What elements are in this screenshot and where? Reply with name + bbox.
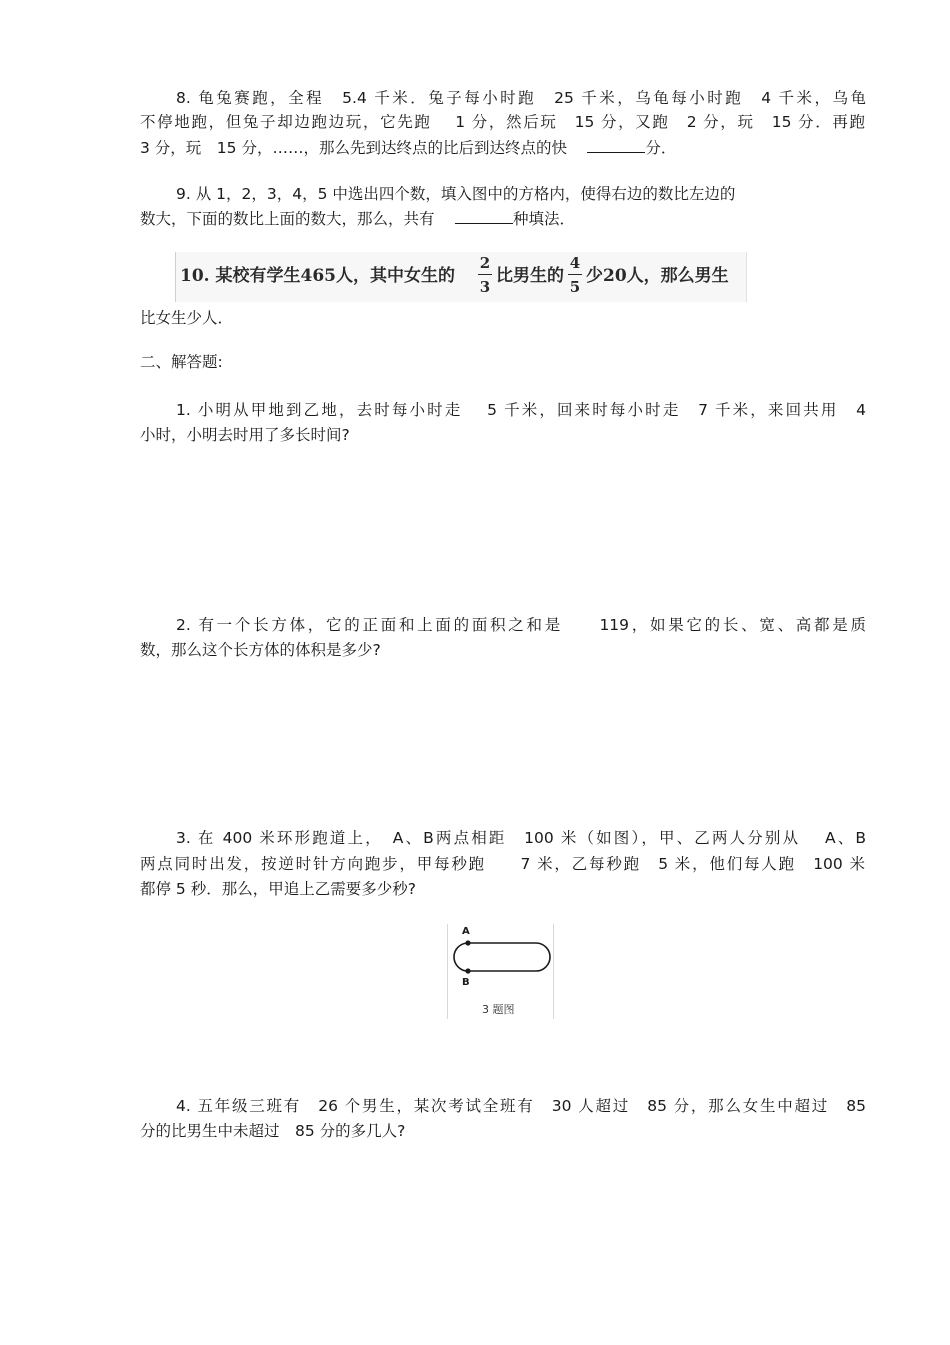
figure-caption: 3 题图	[482, 1003, 515, 1016]
track-figure	[447, 924, 554, 1019]
p2-line-2: 数，那么这个长方体的体积是多少?	[140, 641, 381, 659]
q8-line-1: 8. 龟兔赛跑，全程 5.4 千米．兔子每小时跑 25 千米，乌龟每小时跑 4 千米，乌龟	[176, 89, 866, 107]
q10-fraction-two-thirds	[478, 254, 492, 296]
section-title: 二、解答题:	[140, 353, 223, 371]
point-a-label: A	[462, 926, 470, 937]
p1-line-1: 1. 小明从甲地到乙地，去时每小时走 5 千米，回来时每小时走 7 千米，来回共用 4	[176, 401, 866, 419]
q8-line-3-text: 3 分，玩 15 分，……，那么先到达终点的比后到达终点的快	[140, 139, 588, 157]
q10-fraction-four-fifths	[568, 254, 582, 296]
q9-line-1: 9. 从 1，2，3，4，5 中选出四个数，填入图中的方格内，使得右边的数比左边的	[176, 185, 736, 203]
q8-line-2: 不停地跑，但兔子却边跑边玩，它先跑 1 分，然后玩 15 分，又跑 2 分，玩 15 分．再跑	[140, 113, 865, 131]
q10-frac1-denominator: 3	[479, 278, 491, 296]
q10-text-part-1: 10. 某校有学生465人，其中女生的	[180, 266, 455, 286]
q10-frac1-numerator: 2	[479, 254, 491, 272]
q8-answer-blank[interactable]	[587, 138, 645, 153]
p2-line-1: 2. 有一个长方体，它的正面和上面的面积之和是 119，如果它的长、宽、高都是质	[176, 616, 866, 634]
q9-answer-blank[interactable]	[455, 209, 513, 224]
q10-frac2-numerator: 4	[569, 254, 581, 272]
track-outline	[454, 943, 550, 971]
p3-line-1: 3. 在 400 米环形跑道上， A、B两点相距 100 米（如图），甲、乙两人分别从 A、B	[176, 829, 866, 847]
q10-continuation: 比女生少人．	[140, 309, 234, 327]
q10-text-part-3: 少20人，那么男生	[586, 266, 729, 286]
p1-line-2: 小时，小明去时用了多长时间?	[140, 426, 350, 444]
p4-line-2: 分的比男生中未超过 85 分的多几人?	[140, 1122, 406, 1140]
q9-line-2-text: 数大，下面的数比上面的数大，那么，共有	[140, 210, 455, 228]
p4-line-1: 4. 五年级三班有 26 个男生，某次考试全班有 30 人超过 85 分，那么女生中超过 85	[176, 1097, 866, 1115]
point-b-dot	[465, 968, 470, 973]
point-b-label: B	[462, 977, 470, 988]
q10-text-part-2: 比男生的	[496, 266, 564, 286]
q10-frac2-denominator: 5	[569, 278, 581, 296]
fraction-bar	[478, 274, 492, 275]
q9-line-2-unit: 种填法．	[512, 210, 575, 228]
p3-line-2: 两点同时出发，按逆时针方向跑步，甲每秒跑 7 米，乙每秒跑 5 米，他们每人跑 100 米	[140, 855, 865, 873]
q8-line-3	[140, 137, 865, 159]
q10-image	[175, 252, 747, 302]
fraction-bar	[568, 274, 582, 275]
q8-line-3-unit: 分．	[645, 139, 677, 157]
q9-line-2	[140, 208, 865, 230]
p3-line-3: 都停 5 秒．那么，甲追上乙需要多少秒?	[140, 880, 416, 898]
point-a-dot	[465, 940, 470, 945]
